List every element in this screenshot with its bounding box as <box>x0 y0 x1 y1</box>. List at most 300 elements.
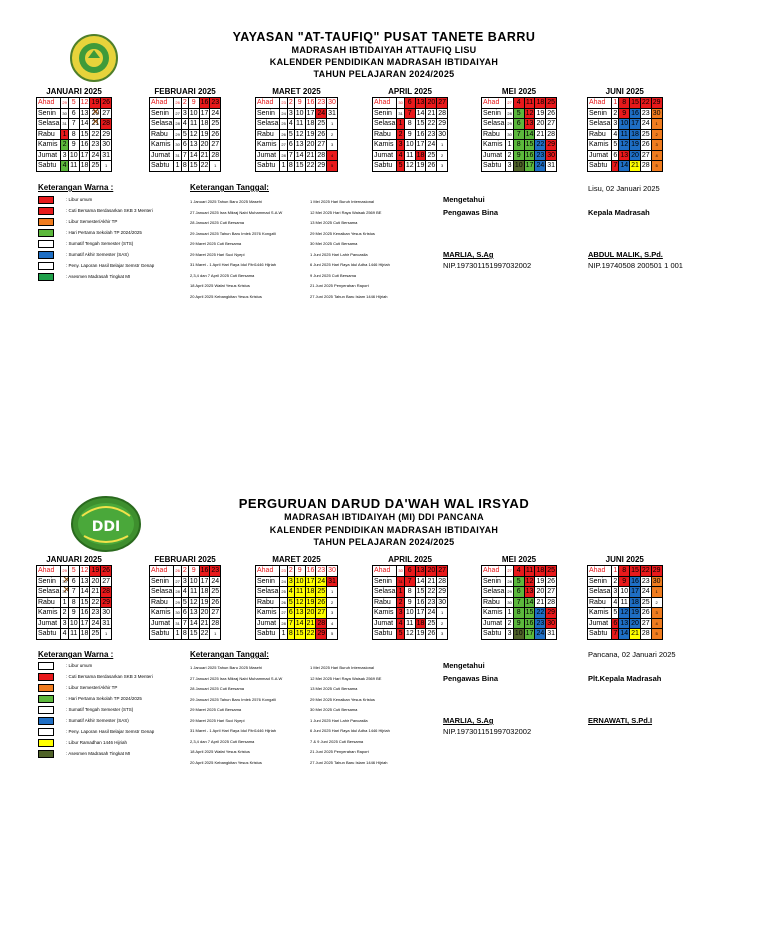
mengetahui-label: Mengetahui <box>443 661 485 670</box>
calendar-day: 2 <box>182 99 187 107</box>
calendar-day: 29 <box>174 129 181 140</box>
calendar-day: 25 <box>211 588 220 596</box>
header-calendar-title: KALENDER PENDIDIKAN MADRASAH IBTIDAIYAH <box>269 525 499 535</box>
calendar-day: 12 <box>80 567 89 575</box>
calendar-day: 27 <box>641 151 650 159</box>
calendar-day: 27 <box>211 141 220 149</box>
calendar-day: 19 <box>536 577 545 585</box>
calendar-day: 24 <box>91 151 100 159</box>
calendar-day: 25 <box>91 162 100 170</box>
calendar-day: 2 <box>398 130 403 138</box>
month-title: APRIL 2025 <box>388 87 432 96</box>
day-name: Senin <box>256 108 280 119</box>
calendar-day: 28 <box>506 108 513 119</box>
calendar-day: 27 <box>547 588 556 596</box>
calendar-day: 3 <box>437 629 448 640</box>
kepala-nip: NIP.19740508 200501 1 001 <box>588 261 683 270</box>
calendar-row <box>373 150 448 161</box>
calendar-day: 3 <box>507 162 512 170</box>
day-name: Sabtu <box>373 161 397 172</box>
calendar-day: 23 <box>641 577 650 585</box>
calendar-row <box>588 119 663 130</box>
calendar-row <box>256 597 338 608</box>
legend-item: : Libur Semester/Akhir TP <box>66 219 118 224</box>
calendar-day: 23 <box>91 609 100 617</box>
legend-swatch <box>38 739 54 747</box>
calendar-day: 4 <box>288 588 293 596</box>
calendar-day: 25 <box>641 130 650 138</box>
calendar-day: 4 <box>398 151 403 159</box>
calendar-day: 27 <box>438 99 447 107</box>
calendar-day: 11 <box>525 99 534 107</box>
calendar-day: 9 <box>404 129 415 140</box>
calendar-row <box>588 150 663 161</box>
date-note: 27 Juni 2025 Tahun Baru Islam 1446 Hijriah <box>310 759 388 765</box>
calendar-day: 17 <box>306 577 315 585</box>
calendar-row <box>37 150 112 161</box>
day-name: Rabu <box>373 129 397 140</box>
calendar-row <box>482 161 557 172</box>
calendar-day: 28 <box>547 130 556 138</box>
calendar-day: 25 <box>641 598 650 606</box>
calendar-day: 24 <box>91 619 100 627</box>
date-note: 29 Mei 2025 Kenaikan Yesus Kristus <box>310 230 375 236</box>
calendar-day: 3 <box>327 140 338 151</box>
month-5 <box>587 555 663 640</box>
legend-swatch <box>38 218 54 226</box>
calendar-day: 7 <box>613 630 618 638</box>
calendar-row <box>256 98 338 109</box>
date-note: 31 Maret - 1 April Hari Raya Idul Fitri1446 Hijriah <box>190 262 277 267</box>
day-name: Jumat <box>588 618 612 629</box>
legend-swatch <box>38 196 54 204</box>
date-note: 13 Mei 2025 Cuti Bersama <box>310 686 358 691</box>
calendar-day: 2 <box>62 141 67 149</box>
month-title: JUNI 2025 <box>605 87 644 96</box>
month-title: MARET 2025 <box>272 87 321 96</box>
calendar-day: 18 <box>536 567 545 575</box>
legend-item: : Sumatif Tengah Semester (STS) <box>66 241 134 246</box>
legend-item: : Asesmen Madrasah Tingkat MI <box>66 274 131 279</box>
date-note: 2,3,4 dan 7 April 2025 Cuti Bersama <box>190 272 255 278</box>
calendar-day: 1 <box>327 119 338 130</box>
calendar-day: 21 <box>306 619 315 627</box>
calendar-row <box>482 129 557 140</box>
calendar-day: 26 <box>174 566 181 577</box>
day-name: Ahad <box>588 98 612 109</box>
calendar-day: 25 <box>427 151 436 159</box>
calendar-day: 10 <box>514 630 523 638</box>
calendar-day: 20 <box>631 151 639 159</box>
legend-swatch <box>38 207 54 215</box>
calendar-day: 17 <box>525 162 534 170</box>
header-year: TAHUN PELAJARAN 2024/2025 <box>313 69 455 79</box>
calendar-day: 19 <box>306 598 315 606</box>
calendar-day: 22 <box>536 141 545 149</box>
calendar-day: 8 <box>68 597 79 608</box>
month-table <box>149 97 221 172</box>
calendar-day: 4 <box>327 618 338 629</box>
calendar-day: 30 <box>506 129 513 140</box>
month-1 <box>149 555 221 640</box>
calendar-day: 29 <box>102 598 111 606</box>
calendar-row <box>373 161 448 172</box>
calendar-day: 7 <box>68 119 79 130</box>
calendar-row <box>150 108 221 119</box>
calendar-day: 8 <box>288 162 293 170</box>
calendar-day: 10 <box>69 619 78 627</box>
legend-item: : Sumatif Akhir Semester (SAS) <box>66 252 129 257</box>
calendar-day: 9 <box>188 566 199 577</box>
calendar-day: 29 <box>438 120 447 128</box>
calendar-day: 21 <box>427 109 436 117</box>
calendar-row <box>482 618 557 629</box>
day-name: Senin <box>37 108 61 119</box>
day-name: Rabu <box>256 129 280 140</box>
calendar-day: 9 <box>68 608 79 619</box>
calendar-day: 23 <box>427 598 436 606</box>
calendar-day: 30 <box>61 108 68 119</box>
calendar-row <box>256 608 338 619</box>
calendar-row <box>256 150 338 161</box>
calendar-day: 30 <box>174 140 181 151</box>
date-note: 30 Mei 2025 Cuti Bersama <box>310 241 358 246</box>
calendar-day: 13 <box>525 120 534 128</box>
legend-item: : Sumatif Tengah Semester (STS) <box>66 707 134 712</box>
calendar-day: 15 <box>80 598 89 606</box>
calendar-day: 26 <box>211 598 220 606</box>
calendar-day: 26 <box>317 598 326 606</box>
date-note: 27 Januari 2025 Isra Mikraj Nabi Muhammad S.A.W <box>190 209 283 215</box>
calendar-day: 23 <box>211 567 220 575</box>
day-name: Selasa <box>374 120 396 128</box>
calendar-row <box>150 119 221 130</box>
date-note: 18 April 2025 Wafat Yesus Kristus <box>190 283 250 288</box>
calendar-day: 16 <box>80 141 89 149</box>
calendar-day: 9 <box>294 98 305 109</box>
calendar-day: 22 <box>641 567 650 575</box>
day-name: Selasa <box>257 588 279 596</box>
month-table <box>372 97 448 172</box>
calendar-day: 26 <box>547 577 556 585</box>
calendar-day: 7 <box>513 597 524 608</box>
date-note: 29 Maret 2025 Cuti Bersama <box>190 241 242 246</box>
calendar-row <box>150 629 221 640</box>
day-name: Selasa <box>257 120 279 128</box>
calendar-day: 27 <box>280 608 287 619</box>
day-name: Sabtu <box>150 629 174 640</box>
calendar-day: 4 <box>288 120 293 128</box>
date-note: 27 Januari 2025 Isra Mikraj Nabi Muhammad S.A.W <box>190 675 283 681</box>
calendar-day: 7 <box>404 108 415 119</box>
calendar-row <box>373 98 448 109</box>
calendar-day: 28 <box>317 151 326 159</box>
day-name: Senin <box>482 108 506 119</box>
day-name: Jumat <box>256 150 280 161</box>
calendar-row <box>588 597 663 608</box>
day-name: Kamis <box>588 140 612 151</box>
calendar-day: 3 <box>437 161 448 172</box>
calendar-day: 30 <box>174 608 181 619</box>
date-note: 9 Juni 2025 Cuti Bersama <box>310 272 357 278</box>
calendar-day: 20 <box>536 120 545 128</box>
legend-item: : Hari Pertama Sekolah TP 2024/2025 <box>66 696 142 701</box>
calendar-row <box>150 161 221 172</box>
day-name: Jumat <box>588 150 612 161</box>
calendar-day: 15 <box>525 141 534 149</box>
calendar-day: 24 <box>427 609 436 617</box>
calendar-day: 20 <box>427 99 436 107</box>
calendar-day: 16 <box>416 130 425 138</box>
calendar-row <box>373 566 448 577</box>
date-note: 29 Januari 2025 Tahun Baru Imlek 2576 Kongzili <box>190 696 276 702</box>
calendar-day: 19 <box>91 567 100 575</box>
month-title: JANUARI 2025 <box>46 87 102 96</box>
calendar-day: 16 <box>306 567 315 575</box>
calendar-day: 27 <box>102 577 111 585</box>
legend-item: : Hari Pertama Sekolah TP 2024/2025 <box>66 230 142 235</box>
calendar-day: 21 <box>427 577 436 585</box>
calendar-day: 27 <box>280 140 287 151</box>
calendar-day: 31 <box>174 150 181 161</box>
calendar-row <box>482 140 557 151</box>
calendar-day: 4 <box>513 98 524 109</box>
calendar-day: 10 <box>295 109 304 117</box>
calendar-day: 5 <box>288 598 293 606</box>
calendar-day: 12 <box>620 141 629 149</box>
calendar-day: 29 <box>547 609 556 617</box>
calendar-day: 6 <box>513 119 524 130</box>
calendar-row <box>482 119 557 130</box>
calendar-day: 8 <box>404 587 415 598</box>
calendar-day: 11 <box>190 588 198 596</box>
calendar-day: 28 <box>506 576 513 587</box>
calendar-day: 24 <box>280 576 287 587</box>
calendar-row <box>373 618 448 629</box>
calendar-day: 6 <box>182 141 187 149</box>
calendar-day: 18 <box>200 120 209 128</box>
calendar-day: 9 <box>294 566 305 577</box>
calendar-day: 29 <box>61 98 68 109</box>
calendar-day: 13 <box>189 141 198 149</box>
calendar-day: 22 <box>427 120 436 128</box>
calendar-row <box>37 129 112 140</box>
date-note: 27 Juni 2025 Tahun Baru Islam 1446 Hijriah <box>310 293 388 299</box>
calendar-day: 6 <box>404 566 415 577</box>
calendar-day: 26 <box>174 98 181 109</box>
calendar-day: 15 <box>80 130 89 138</box>
calendar-day: 18 <box>80 162 89 170</box>
calendar-day: 18 <box>416 619 425 627</box>
calendar-day: 9 <box>619 576 630 587</box>
calendar-day: 25 <box>280 119 287 130</box>
calendar-day: 25 <box>317 588 326 596</box>
day-name: Kamis <box>482 608 506 619</box>
calendar-day: 19 <box>306 130 315 138</box>
day-name: Rabu <box>37 597 61 608</box>
calendar-day: 12 <box>405 630 414 638</box>
calendar-day: 5 <box>327 629 338 640</box>
calendar-day: 31 <box>102 151 111 159</box>
calendar-row <box>373 587 448 598</box>
calendar-day: 26 <box>427 162 436 170</box>
calendar-row <box>482 587 557 598</box>
day-name: Sabtu <box>482 629 506 640</box>
calendar-day: 24 <box>536 630 545 638</box>
calendar-day: 20 <box>306 141 315 149</box>
place-date: Lisu, 02 Januari 2025 <box>588 184 660 193</box>
calendar-day: 3 <box>62 619 67 627</box>
legend-swatch <box>38 695 54 703</box>
calendar-row <box>588 129 663 140</box>
calendar-row <box>482 108 557 119</box>
calendar-day: 9 <box>188 98 199 109</box>
pengawas-name: MARLIA, S.Ag <box>443 250 494 259</box>
calendar-day: 3 <box>182 109 187 117</box>
calendar-day: 22 <box>200 162 209 170</box>
date-note: 6 Juni 2025 Hari Raya Idul Adha 1446 Hijriah <box>310 262 390 267</box>
calendar-row <box>588 566 663 577</box>
date-note: 18 April 2025 Wafat Yesus Kristus <box>190 749 250 754</box>
calendar-day: 6 <box>613 619 618 627</box>
day-name: Jumat <box>150 618 174 629</box>
date-note: 20 April 2025 Kebangkitan Yesus Kristus <box>190 293 262 299</box>
calendar-row <box>588 140 663 151</box>
calendar-day: 18 <box>80 630 89 638</box>
day-name: Senin <box>150 576 174 587</box>
date-note: 30 Mei 2025 Cuti Bersama <box>310 707 358 712</box>
calendar-day: 16 <box>631 577 639 585</box>
calendar-day: 27 <box>506 98 513 109</box>
day-name: Senin <box>150 108 174 119</box>
calendar-day: 19 <box>91 99 100 107</box>
calendar-day: 17 <box>525 630 534 638</box>
calendar-day: 13 <box>620 151 629 159</box>
calendar-day: 23 <box>536 151 545 159</box>
legend-swatch <box>38 750 54 758</box>
month-table <box>149 565 221 640</box>
calendar-day: 23 <box>280 566 287 577</box>
legend-item: : Sumatif Akhir Semester (SAS) <box>66 718 129 723</box>
header-title: PERGURUAN DARUD DA'WAH WAL IRSYAD <box>238 496 530 511</box>
calendar-day: 17 <box>80 151 89 159</box>
calendar-day: 10 <box>189 109 198 117</box>
calendar-day: 5 <box>613 609 618 617</box>
day-name: Rabu <box>482 597 506 608</box>
calendar-day: 30 <box>102 141 111 149</box>
calendar-day: 24 <box>536 162 545 170</box>
day-name: Jumat <box>373 150 397 161</box>
day-name: Rabu <box>482 129 506 140</box>
calendar-day: 2 <box>327 597 338 608</box>
day-name: Jumat <box>37 618 61 629</box>
day-name: Selasa <box>589 120 611 128</box>
calendar-day: 11 <box>190 120 198 128</box>
calendar-day: 23 <box>536 619 545 627</box>
month-title: MARET 2025 <box>272 555 321 564</box>
calendar-day: 7 <box>182 619 187 627</box>
legend-item: : Cuti Bersama Berdasarkan SKB 3 Menteri <box>66 674 153 679</box>
day-name: Jumat <box>482 618 506 629</box>
legend-title: Keterangan Warna : <box>38 183 114 192</box>
calendar-day: 2 <box>651 597 662 608</box>
calendar-day: 13 <box>295 141 304 149</box>
calendar-day: 15 <box>295 162 304 170</box>
calendar-day: 19 <box>631 609 639 617</box>
calendar-day: 23 <box>211 99 220 107</box>
calendar-day: 12 <box>189 598 198 606</box>
calendar-day: 21 <box>306 151 315 159</box>
calendar-day: 25 <box>280 587 287 598</box>
date-note: 21 Juni 2025 Penyerahan Raport <box>310 749 369 754</box>
calendar-day: 25 <box>317 120 326 128</box>
calendar-day: 4 <box>62 630 67 638</box>
month-1 <box>149 87 221 172</box>
calendar-day: 10 <box>620 588 629 596</box>
day-name: Rabu <box>373 597 397 608</box>
calendar-day: 20 <box>306 609 315 617</box>
calendar-row <box>588 587 663 598</box>
calendar-day: 15 <box>189 630 198 638</box>
calendar-day: 1 <box>437 608 448 619</box>
date-note: 12 Mei 2025 Hari Raya Waisak 2569 BE <box>310 675 382 681</box>
calendar-row <box>37 597 112 608</box>
calendar-row <box>37 98 112 109</box>
calendar-day: 7 <box>613 162 618 170</box>
calendar-day: 11 <box>620 598 628 606</box>
pengawas-label: Pengawas Bina <box>443 208 499 217</box>
calendar-day: 17 <box>200 577 209 585</box>
calendar-day: 19 <box>536 109 545 117</box>
calendar-day: 18 <box>200 588 209 596</box>
month-4 <box>481 555 557 640</box>
calendar-row <box>37 576 112 587</box>
calendar-day: 15 <box>631 567 639 575</box>
calendar-day: 18 <box>631 130 639 138</box>
calendar-row <box>373 129 448 140</box>
calendar-day: 29 <box>174 597 181 608</box>
date-note: 28 Januari 2025 Cuti Bersama <box>190 220 245 225</box>
month-4 <box>481 87 557 172</box>
month-0 <box>36 555 112 640</box>
calendar-row <box>150 566 221 577</box>
calendar-day: 19 <box>200 598 209 606</box>
calendar-day: 21 <box>536 598 545 606</box>
day-name: Ahad <box>482 566 506 577</box>
mengetahui-label: Mengetahui <box>443 195 485 204</box>
calendar-day: 2 <box>651 129 662 140</box>
calendar-day: 27 <box>506 566 513 577</box>
calendar-row <box>588 608 663 619</box>
calendar-day: 5 <box>398 162 403 170</box>
calendar-day: 22 <box>91 130 100 138</box>
calendar-day: 26 <box>317 130 326 138</box>
calendar-row <box>588 98 663 109</box>
calendar-day: 31 <box>397 108 404 119</box>
calendar-day: 22 <box>427 588 436 596</box>
header-title: YAYASAN "AT-TAUFIQ" PUSAT TANETE BARRU <box>232 30 536 44</box>
calendar-row <box>373 108 448 119</box>
calendar-row <box>37 161 112 172</box>
calendar-day: 24 <box>427 141 436 149</box>
calendar-day: 16 <box>525 151 534 159</box>
calendar-day: 28 <box>641 630 650 638</box>
calendar-day: 16 <box>200 99 209 107</box>
calendar-day: 27 <box>174 108 181 119</box>
day-name: Sabtu <box>37 629 61 640</box>
calendar-day: 13 <box>416 567 425 575</box>
calendar-day: 11 <box>620 130 628 138</box>
